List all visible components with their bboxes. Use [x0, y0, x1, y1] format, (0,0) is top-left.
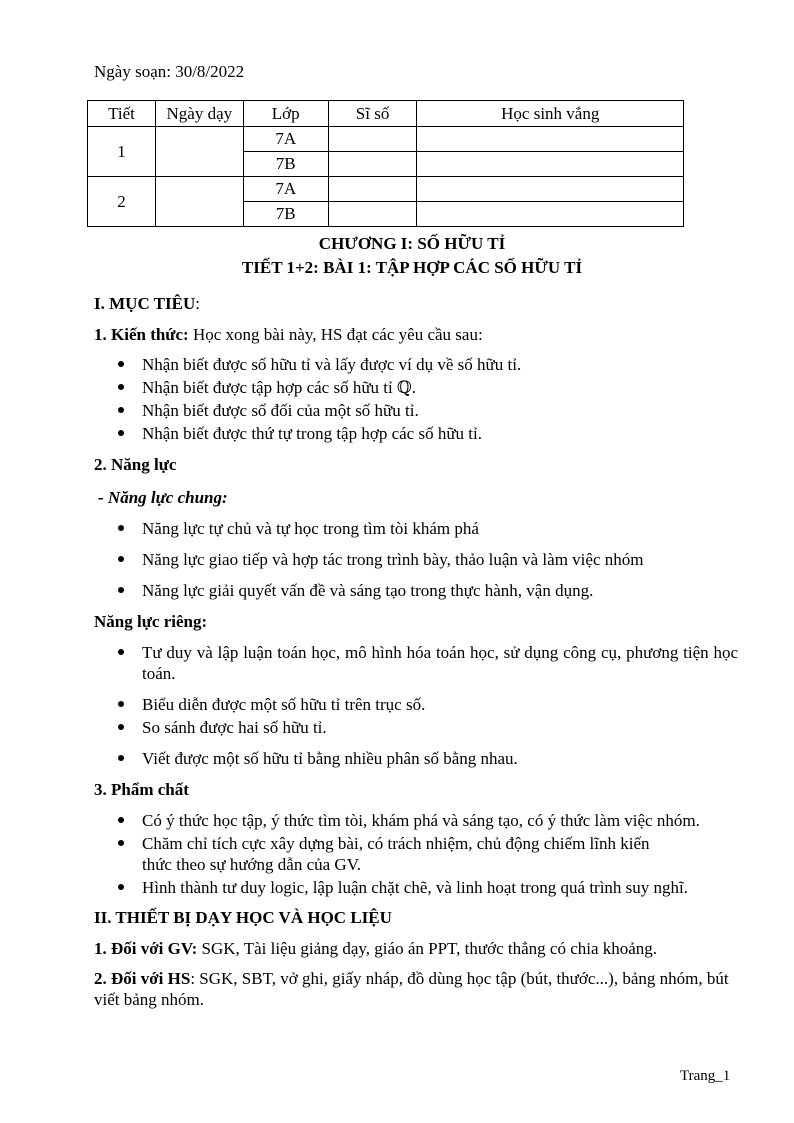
teacher-materials-label: 1. Đối với GV: — [94, 939, 198, 958]
general-competence-list — [94, 518, 738, 601]
equipment-heading: II. THIẾT BỊ DẠY HỌC VÀ HỌC LIỆU — [94, 908, 392, 927]
specific-competence-heading: Năng lực riêng: — [94, 612, 208, 631]
header-si-so: Sĩ số — [328, 101, 417, 127]
hoc-sinh-vang-cell — [417, 202, 684, 227]
student-materials-text: : SGK, SBT, vở ghi, giấy nháp, đồ dùng học tập (bút, thước...), bảng nhóm, bút viết bảng nhóm. — [94, 969, 729, 1009]
lop-cell: 7A — [243, 177, 328, 202]
hoc-sinh-vang-cell — [417, 127, 684, 152]
objectives-heading: I. MỤC TIÊU — [94, 294, 196, 313]
objectives-heading-colon: : — [195, 294, 200, 313]
table-row — [88, 177, 684, 202]
objectives-heading-line — [94, 293, 738, 314]
preparation-date: Ngày soạn: 30/8/2022 — [94, 62, 245, 81]
si-so-cell — [328, 202, 417, 227]
lop-cell: 7B — [243, 152, 328, 177]
knowledge-heading: 1. Kiến thức: — [94, 325, 189, 344]
general-competence-heading: - Năng lực chung: — [98, 488, 228, 507]
knowledge-list — [94, 354, 738, 444]
tiet-cell: 1 — [88, 127, 156, 177]
teacher-materials — [94, 938, 738, 959]
list-item: Biểu diễn được một số hữu tỉ trên trục số. — [94, 694, 738, 715]
qualities-list — [94, 810, 738, 898]
ngay-day-cell — [155, 127, 243, 177]
hoc-sinh-vang-cell — [417, 152, 684, 177]
list-item: Năng lực tự chủ và tự học trong tìm tòi khám phá — [94, 518, 738, 539]
list-item: Nhận biết được số đối của một số hữu tỉ. — [94, 400, 738, 421]
lop-cell: 7A — [243, 127, 328, 152]
list-item: Năng lực giải quyết vấn đề và sáng tạo trong thực hành, vận dụng. — [94, 580, 738, 601]
competence-heading: 2. Năng lực — [94, 455, 177, 474]
knowledge-line — [94, 324, 738, 345]
ngay-day-cell — [155, 177, 243, 227]
list-item: Có ý thức học tập, ý thức tìm tòi, khám phá và sáng tạo, có ý thức làm việc nhóm. — [94, 810, 738, 831]
header-lop: Lớp — [243, 101, 328, 127]
table-header-row — [88, 101, 684, 127]
chapter-title: CHƯƠNG I: SỐ HỮU TỈ — [318, 234, 506, 253]
header-tiet: Tiết — [88, 101, 156, 127]
lesson-title: TIẾT 1+2: BÀI 1: TẬP HỢP CÁC SỐ HỮU TỈ — [241, 258, 583, 277]
lop-cell: 7B — [243, 202, 328, 227]
si-so-cell — [328, 152, 417, 177]
list-item: Nhận biết được thứ tự trong tập hợp các số hữu tỉ. — [94, 423, 738, 444]
header-ngay-day: Ngày dạy — [155, 101, 243, 127]
si-so-cell — [328, 177, 417, 202]
teacher-materials-text: SGK, Tài liệu giảng dạy, giáo án PPT, thước thẳng có chia khoảng. — [197, 939, 658, 958]
header-hoc-sinh-vang: Học sinh vắng — [417, 101, 684, 127]
table-row — [88, 127, 684, 152]
hoc-sinh-vang-cell — [417, 177, 684, 202]
student-materials-label: 2. Đối với HS — [94, 969, 191, 988]
list-item: So sánh được hai số hữu tỉ. — [94, 717, 738, 738]
attendance-table — [87, 100, 684, 227]
list-item: Năng lực giao tiếp và hợp tác trong trình bày, thảo luận và làm việc nhóm — [94, 549, 738, 570]
list-item: Tư duy và lập luận toán học, mô hình hóa toán học, sử dụng công cụ, phương tiện học toán. — [94, 642, 738, 684]
list-item: Nhận biết được số hữu tỉ và lấy được ví dụ về số hữu tỉ. — [94, 354, 738, 375]
specific-competence-list — [94, 642, 738, 769]
document-body — [94, 293, 738, 1010]
student-materials — [94, 968, 738, 1010]
list-item: Hình thành tư duy logic, lập luận chặt chẽ, và linh hoạt trong quá trình suy nghĩ. — [94, 877, 738, 898]
qualities-heading: 3. Phẩm chất — [94, 780, 189, 799]
list-item: Chăm chỉ tích cực xây dựng bài, có trách nhiệm, chủ động chiếm lĩnh kiến thức theo sự hướng dẫn của GV. — [94, 833, 738, 875]
knowledge-intro: Học xong bài này, HS đạt các yêu cầu sau: — [188, 325, 483, 344]
list-item: Nhận biết được tập hợp các số hữu tỉ ℚ. — [94, 377, 738, 398]
page-number: Trang_1 — [680, 1068, 731, 1084]
si-so-cell — [328, 127, 417, 152]
list-item: Viết được một số hữu tỉ bằng nhiều phân số bằng nhau. — [94, 748, 738, 769]
tiet-cell: 2 — [88, 177, 156, 227]
